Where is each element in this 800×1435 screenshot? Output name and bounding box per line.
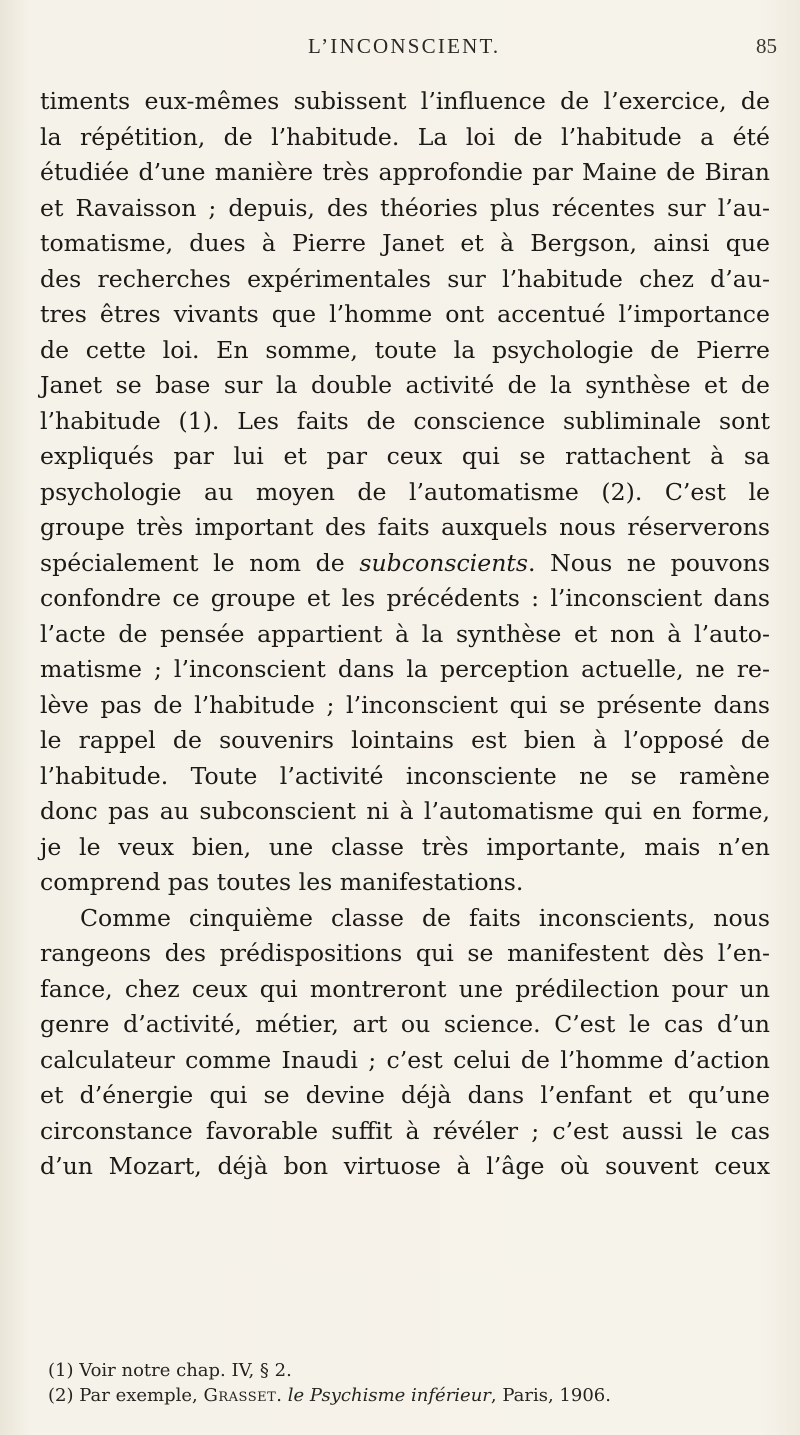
text-segment: . Nous ne pouvons bbox=[527, 548, 770, 577]
text-line: le rappel de souvenirs lointains est bien à l’opposé de bbox=[40, 726, 770, 754]
text-line: je le veux bien, une classe très importante, mais n’en bbox=[40, 832, 770, 861]
footnote-text: . bbox=[276, 1385, 288, 1406]
text-line: matisme ; l’inconscient dans la perception actuelle, ne re- bbox=[40, 655, 770, 683]
text-line: genre d’activité, métier, art ou science. C’est le cas d’un bbox=[40, 1010, 770, 1038]
footnotes bbox=[48, 1358, 768, 1408]
text-line: timents eux-mêmes subissent l’influence de l’exercice, de bbox=[40, 87, 770, 115]
text-line: l’habitude (1). Les faits de conscience subliminale sont bbox=[40, 406, 770, 435]
footnote-title: le Psychisme inférieur bbox=[287, 1385, 491, 1406]
text-line: comprend pas toutes les manifestations. bbox=[40, 868, 524, 896]
text-line: l’acte de pensée appartient à la synthèse et non à l’auto- bbox=[40, 619, 770, 648]
text-line: calculateur comme Inaudi ; c’est celui de l’homme d’action bbox=[40, 1045, 770, 1074]
text-line: tomatisme, dues à Pierre Janet et à Bergson, ainsi que bbox=[40, 229, 770, 257]
footnote-2 bbox=[48, 1383, 768, 1408]
text-line: des recherches expérimentales sur l’habitude chez d’au- bbox=[40, 264, 770, 293]
text-line-with-italic bbox=[40, 546, 770, 582]
text-line: étudiée d’une manière très approfondie par Maine de Biran bbox=[40, 158, 770, 186]
text-line: la répétition, de l’habitude. La loi de l’habitude a été bbox=[40, 122, 770, 151]
text-line: psychologie au moyen de l’automatisme (2). C’est le bbox=[40, 477, 770, 506]
page-header bbox=[0, 34, 800, 64]
text-line: groupe très important des faits auxquels nous réserverons bbox=[40, 513, 770, 541]
text-line: rangeons des prédispositions qui se manifestent dès l’en- bbox=[40, 939, 770, 967]
text-segment: spécialement le nom de bbox=[40, 548, 360, 577]
text-line: et d’énergie qui se devine déjà dans l’enfant et qu’une bbox=[40, 1081, 770, 1109]
text-line: fance, chez ceux qui montreront une prédilection pour un bbox=[40, 974, 770, 1003]
footnote-1: (1) Voir notre chap. IV, § 2. bbox=[48, 1360, 292, 1381]
text-line: circonstance favorable suffit à révéler ; c’est aussi le cas bbox=[40, 1116, 770, 1145]
text-line: et Ravaisson ; depuis, des théories plus récentes sur l’au- bbox=[40, 193, 770, 222]
text-line: donc pas au subconscient ni à l’automatisme qui en forme, bbox=[40, 797, 770, 825]
italic-term: subconscients bbox=[359, 548, 528, 577]
text-line: tres êtres vivants que l’homme ont accentué l’importance bbox=[40, 300, 770, 328]
text-line: l’habitude. Toute l’activité inconsciente ne se ramène bbox=[40, 761, 770, 790]
text-line: confondre ce groupe et les précédents : l’inconscient dans bbox=[40, 584, 770, 612]
text-line: de cette loi. En somme, toute la psychologie de Pierre bbox=[40, 335, 770, 364]
footnote-text: , Paris, 1906. bbox=[490, 1385, 611, 1406]
main-text bbox=[40, 84, 770, 1185]
footnote-author: Grasset bbox=[203, 1385, 277, 1406]
running-head: L’INCONSCIENT. bbox=[308, 34, 501, 58]
text-line: Comme cinquième classe de faits inconscients, nous bbox=[80, 903, 770, 932]
text-line: expliqués par lui et par ceux qui se rattachent à sa bbox=[40, 442, 770, 470]
footnote-text: (2) Par exemple, bbox=[48, 1385, 204, 1406]
page-number: 85 bbox=[756, 34, 777, 58]
text-line: Janet se base sur la double activité de la synthèse et de bbox=[40, 371, 770, 399]
text-line: d’un Mozart, déjà bon virtuose à l’âge où souvent ceux bbox=[40, 1152, 770, 1180]
text-line: lève pas de l’habitude ; l’inconscient qui se présente dans bbox=[40, 690, 770, 719]
